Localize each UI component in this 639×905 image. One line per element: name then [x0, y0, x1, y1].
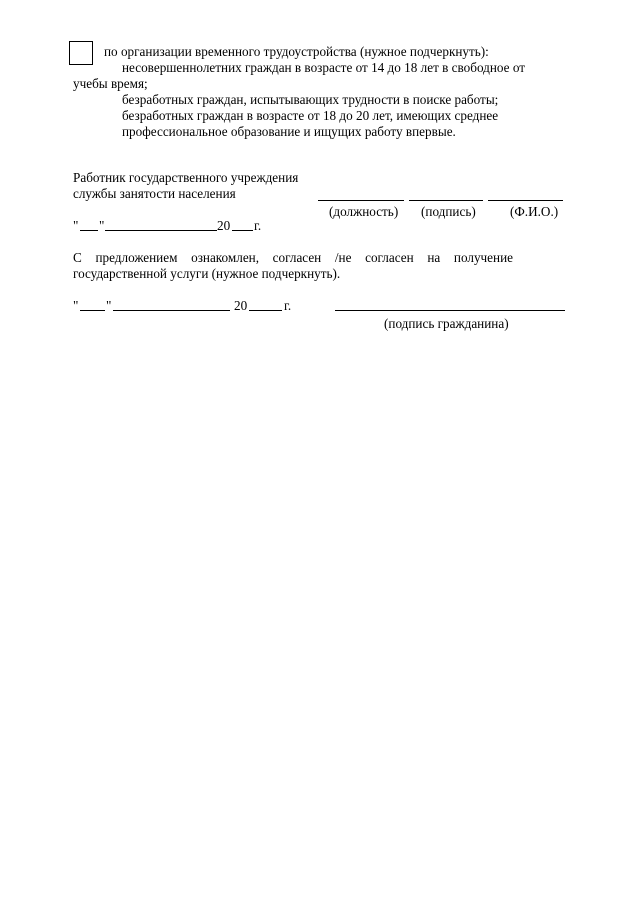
employee-title-line2: службы занятости населения	[73, 186, 236, 201]
service-item-unemployed-18-20-line1: безработных граждан в возрасте от 18 до 20 лет, имеющих среднее	[122, 108, 499, 123]
employee-date-close-quote: "	[99, 218, 105, 233]
caption-position: (должность)	[329, 204, 399, 219]
employee-position-line[interactable]	[318, 200, 404, 201]
service-item-unemployed-18-20-line2: профессиональное образование и ищущих работу впервые.	[122, 124, 456, 139]
employee-date-day-line[interactable]	[80, 230, 98, 231]
citizen-date-year-prefix: 20	[234, 298, 248, 313]
employee-date-year-line[interactable]	[232, 230, 253, 231]
citizen-date-year-suffix: г.	[284, 298, 292, 313]
employee-date-year-prefix: 20	[217, 218, 231, 233]
employee-date-month-line[interactable]	[105, 230, 217, 231]
service-item-minors-line2: учебы время;	[73, 76, 148, 91]
employee-date-year-suffix: г.	[254, 218, 262, 233]
employee-title-line1: Работник государственного учреждения	[73, 170, 299, 185]
employee-name-line[interactable]	[488, 200, 563, 201]
citizen-signature-line[interactable]	[335, 310, 565, 311]
service-option-checkbox[interactable]	[69, 41, 93, 65]
caption-citizen-signature: (подпись гражданина)	[384, 316, 509, 331]
employee-date-open-quote: "	[73, 218, 79, 233]
consent-line1: С предложением ознакомлен, согласен /не согласен на получение	[73, 250, 513, 265]
citizen-date-close-quote: "	[106, 298, 112, 313]
citizen-date-day-line[interactable]	[80, 310, 105, 311]
service-item-unemployed-difficulty: безработных граждан, испытывающих трудности в поиске работы;	[122, 92, 499, 107]
citizen-date-month-line[interactable]	[113, 310, 230, 311]
employee-signature-line[interactable]	[409, 200, 483, 201]
caption-signature: (подпись)	[421, 204, 476, 219]
citizen-date-open-quote: "	[73, 298, 79, 313]
service-option-heading: по организации временного трудоустройства (нужное подчеркнуть):	[104, 44, 489, 59]
service-item-minors-line1: несовершеннолетних граждан в возрасте от 14 до 18 лет в свободное от	[122, 60, 526, 75]
citizen-date-year-line[interactable]	[249, 310, 282, 311]
caption-name: (Ф.И.О.)	[510, 204, 559, 219]
consent-line2: государственной услуги (нужное подчеркнуть).	[73, 266, 341, 281]
